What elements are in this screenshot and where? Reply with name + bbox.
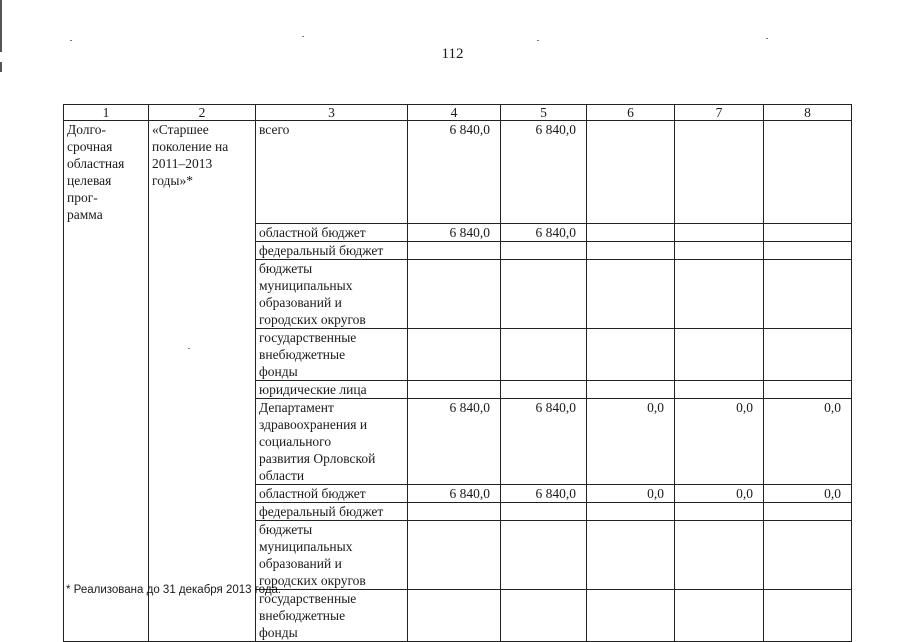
- scan-speck: [766, 38, 768, 39]
- value-cell: [675, 520, 764, 589]
- value-cell: [675, 223, 764, 241]
- value-cell: [408, 589, 501, 641]
- funding-source-line: федеральный бюджет: [259, 242, 384, 258]
- program-name-cell: [149, 502, 256, 520]
- scan-speck: [70, 40, 72, 41]
- funding-source-line: бюджеты: [259, 521, 313, 537]
- program-name-cell: [149, 398, 256, 484]
- value-cell: [587, 380, 675, 398]
- program-type-cell: [64, 223, 149, 241]
- table-row: [64, 484, 852, 502]
- funding-source-line: муниципальных: [259, 538, 353, 554]
- funding-source-cell: [256, 589, 408, 641]
- program-type-line: целевая: [67, 173, 112, 188]
- funding-source-line: муниципальных: [259, 277, 353, 293]
- funding-source-cell: [256, 520, 408, 589]
- table-row: [64, 259, 852, 328]
- value-cell: [587, 241, 675, 259]
- funding-source-line: областной бюджет: [259, 485, 366, 501]
- funding-source-line: Департамент: [259, 399, 334, 415]
- program-type-cell: [64, 502, 149, 520]
- value-cell: [501, 380, 587, 398]
- program-type-cell: [64, 380, 149, 398]
- value-cell: 0,0: [587, 398, 675, 484]
- funding-source-line: бюджеты: [259, 260, 313, 276]
- value-cell: [675, 241, 764, 259]
- value-cell: [675, 380, 764, 398]
- header-cell: 6: [587, 105, 675, 121]
- value-cell: [587, 259, 675, 328]
- program-type-cell: [64, 328, 149, 380]
- scan-speck: [302, 36, 304, 37]
- table-row: [64, 520, 852, 589]
- funding-source-cell: [256, 398, 408, 484]
- program-name-line: годы»*: [152, 173, 194, 188]
- header-cell: 5: [501, 105, 587, 121]
- value-cell: [675, 328, 764, 380]
- funding-source-line: государственные: [259, 590, 357, 606]
- value-cell: [764, 589, 852, 641]
- funding-source-line: федеральный бюджет: [259, 503, 384, 519]
- funding-source-line: областной бюджет: [259, 224, 366, 240]
- program-name-cell: [149, 223, 256, 241]
- value-cell: [501, 259, 587, 328]
- page-number: 112: [441, 46, 464, 62]
- value-cell: [501, 589, 587, 641]
- program-type-cell: [64, 259, 149, 328]
- value-cell: 0,0: [675, 398, 764, 484]
- program-type-line: срочная: [67, 139, 113, 154]
- value-cell: [501, 328, 587, 380]
- value-cell: 0,0: [587, 484, 675, 502]
- funding-source-line: области: [259, 467, 305, 483]
- value-cell: [587, 223, 675, 241]
- funding-source-line: фонды: [259, 363, 298, 379]
- value-cell: [587, 121, 675, 224]
- funding-source-cell: [256, 223, 408, 241]
- value-cell: 6 840,0: [501, 484, 587, 502]
- program-name-line: поколение на: [152, 139, 229, 154]
- funding-source-line: городских округов: [259, 572, 366, 588]
- value-cell: [764, 241, 852, 259]
- program-type-cell: [64, 484, 149, 502]
- value-cell: 0,0: [764, 484, 852, 502]
- value-cell: [764, 520, 852, 589]
- value-cell: [764, 223, 852, 241]
- program-name-cell: [149, 589, 256, 641]
- scan-edge-mark: [0, 62, 2, 72]
- funding-source-cell: [256, 121, 408, 224]
- value-cell: 6 840,0: [408, 121, 501, 224]
- funding-source-line: внебюджетные: [259, 607, 346, 623]
- table-row: [64, 502, 852, 520]
- program-name-line: 2011–2013: [152, 156, 213, 171]
- funding-source-line: образований и: [259, 555, 342, 571]
- value-cell: [587, 589, 675, 641]
- value-cell: [675, 589, 764, 641]
- table-row: [64, 223, 852, 241]
- value-cell: 6 840,0: [501, 398, 587, 484]
- table-row: [64, 589, 852, 641]
- table-row: [64, 380, 852, 398]
- value-cell: 6 840,0: [408, 223, 501, 241]
- value-cell: 6 840,0: [408, 484, 501, 502]
- header-cell: 7: [675, 105, 764, 121]
- value-cell: 0,0: [675, 484, 764, 502]
- program-type-cell: [64, 241, 149, 259]
- value-cell: [501, 502, 587, 520]
- value-cell: [408, 520, 501, 589]
- program-type-cell: [64, 121, 149, 224]
- funding-source-line: развития Орловской: [259, 450, 376, 466]
- table-row: [64, 328, 852, 380]
- value-cell: [501, 241, 587, 259]
- value-cell: [408, 380, 501, 398]
- program-name-cell: [149, 121, 256, 224]
- value-cell: [587, 328, 675, 380]
- header-cell: 4: [408, 105, 501, 121]
- value-cell: [764, 121, 852, 224]
- table-row: [64, 398, 852, 484]
- funding-source-cell: [256, 241, 408, 259]
- value-cell: 6 840,0: [501, 121, 587, 224]
- program-type-cell: [64, 520, 149, 589]
- program-name-cell: [149, 520, 256, 589]
- program-name-cell: [149, 380, 256, 398]
- value-cell: [764, 259, 852, 328]
- program-type-cell: [64, 398, 149, 484]
- value-cell: [675, 259, 764, 328]
- value-cell: 0,0: [764, 398, 852, 484]
- budget-table: [63, 104, 852, 642]
- program-type-line: Долго-: [67, 122, 106, 137]
- program-type-line: прог-: [67, 190, 98, 205]
- value-cell: [408, 241, 501, 259]
- program-name-line: «Старшее: [152, 122, 209, 137]
- value-cell: [587, 520, 675, 589]
- value-cell: [675, 502, 764, 520]
- value-cell: [675, 121, 764, 224]
- program-name-cell: [149, 328, 256, 380]
- value-cell: [764, 380, 852, 398]
- value-cell: [764, 328, 852, 380]
- program-name-cell: [149, 241, 256, 259]
- header-cell: 8: [764, 105, 852, 121]
- value-cell: [587, 502, 675, 520]
- program-type-line: рамма: [67, 207, 103, 222]
- value-cell: 6 840,0: [408, 398, 501, 484]
- funding-source-line: юридические лица: [259, 381, 367, 397]
- value-cell: [408, 328, 501, 380]
- footnote: * Реализована до 31 декабря 2013 года.: [66, 584, 282, 596]
- program-type-cell: [64, 589, 149, 641]
- funding-source-line: внебюджетные: [259, 346, 346, 362]
- value-cell: [408, 502, 501, 520]
- value-cell: 6 840,0: [501, 223, 587, 241]
- value-cell: [501, 520, 587, 589]
- program-name-cell: [149, 259, 256, 328]
- table-row: [64, 121, 852, 224]
- header-cell: 3: [256, 105, 408, 121]
- program-type-line: областная: [67, 156, 125, 171]
- header-row: [64, 105, 852, 121]
- funding-source-cell: [256, 502, 408, 520]
- program-name-cell: [149, 484, 256, 502]
- funding-source-line: здравоохранения и: [259, 416, 368, 432]
- funding-source-line: фонды: [259, 624, 298, 640]
- header-cell: 2: [149, 105, 256, 121]
- table-body: [64, 105, 852, 642]
- funding-source-line: образований и: [259, 294, 342, 310]
- funding-source-line: всего: [259, 122, 290, 137]
- funding-source-line: государственные: [259, 329, 357, 345]
- scan-speck: [537, 40, 539, 41]
- header-cell: 1: [64, 105, 149, 121]
- funding-source-cell: [256, 328, 408, 380]
- value-cell: [764, 502, 852, 520]
- funding-source-cell: [256, 484, 408, 502]
- funding-source-cell: [256, 259, 408, 328]
- table-row: [64, 241, 852, 259]
- funding-source-line: городских округов: [259, 311, 366, 327]
- value-cell: [408, 259, 501, 328]
- funding-source-line: социального: [259, 433, 332, 449]
- funding-source-cell: [256, 380, 408, 398]
